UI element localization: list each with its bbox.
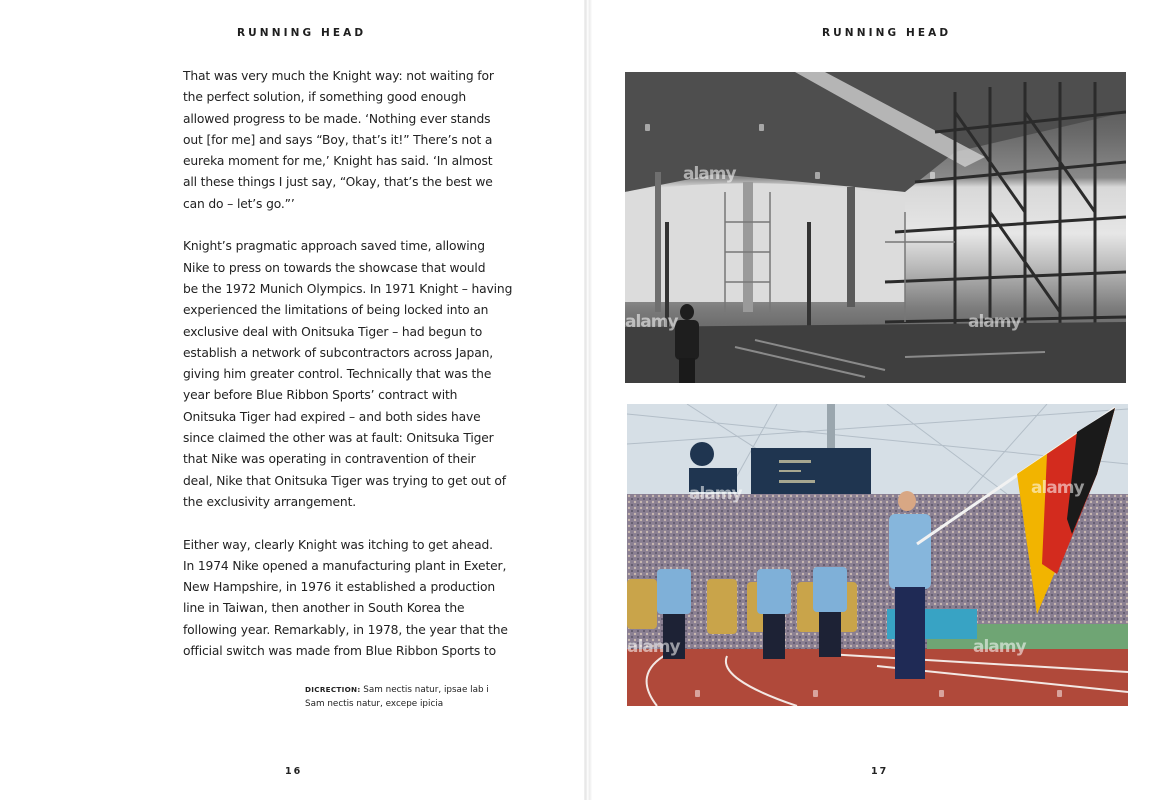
text-line: eureka moment for me,’ Knight has said. ‘In almost — [183, 154, 493, 169]
text-line: giving him greater control. Technically that was the — [183, 367, 492, 382]
watermark-mark — [930, 172, 935, 179]
construction-illustration — [625, 72, 1126, 383]
text-line: since claimed the other was at fault: Onitsuka Tiger — [183, 431, 494, 446]
running-head-right: RUNNING HEAD — [822, 27, 952, 39]
body-text — [183, 66, 513, 684]
text-line: official switch was made from Blue Ribbon Sports to — [183, 644, 496, 659]
pole — [807, 222, 811, 342]
text-line: following year. Remarkably, in 1978, the year that the — [183, 622, 508, 637]
caption-line-1 — [305, 683, 515, 697]
text-line: the exclusivity arrangement. — [183, 494, 356, 509]
text-line: all these things I just say, “Okay, that’s the best we — [183, 175, 493, 190]
text-line: year before Blue Ribbon Sports’ contract with — [183, 388, 458, 403]
photo-stadium-construction — [625, 72, 1126, 383]
text-line: out [for me] and says “Boy, that’s it!” There’s not a — [183, 132, 493, 147]
text-line: Onitsuka Tiger had expired – and both sides have — [183, 409, 481, 424]
text-line: exclusive deal with Onitsuka Tiger – had begun to — [183, 324, 483, 339]
watermark-alamy: alamy — [1031, 478, 1084, 498]
text-line: establish a network of subcontractors across Japan, — [183, 345, 493, 360]
image-caption — [305, 683, 515, 711]
page-right — [590, 0, 1170, 800]
text-line: be the 1972 Munich Olympics. In 1971 Knight – having — [183, 281, 513, 296]
watermark-mark — [1057, 690, 1062, 697]
running-head-left: RUNNING HEAD — [237, 27, 367, 39]
watermark-alamy: alamy — [683, 164, 736, 184]
watermark-mark — [759, 124, 764, 131]
watermark-mark — [645, 124, 650, 131]
text-line: allowed progress to be made. ‘Nothing ever stands — [183, 111, 491, 126]
watermark-alamy: alamy — [689, 484, 742, 504]
text-line: that Nike was operating in contravention of their — [183, 452, 476, 467]
watermark-mark — [939, 690, 944, 697]
text-line: Nike to press on towards the showcase that would — [183, 260, 486, 275]
watermark-mark — [815, 172, 820, 179]
book-spine-gutter — [584, 0, 592, 800]
caption-label: DICRECTION: — [305, 685, 361, 694]
text-line: experienced the limitations of being locked into an — [183, 303, 489, 318]
page-number-right: 17 — [871, 766, 889, 777]
caption-text-1: Sam nectis natur, ipsae lab i — [360, 685, 489, 695]
caption-text-2: Sam nectis natur, excepe ipicia — [305, 699, 444, 709]
watermark-alamy: alamy — [968, 312, 1021, 332]
column — [847, 187, 855, 307]
paragraph-2 — [183, 236, 513, 513]
text-line: line in Taiwan, then another in South Korea the — [183, 601, 465, 616]
watermark-alamy: alamy — [625, 312, 678, 332]
worker-legs — [679, 358, 695, 383]
watermark-alamy: alamy — [973, 637, 1026, 657]
text-line: That was very much the Knight way: not waiting for — [183, 69, 494, 83]
watermark-mark — [695, 690, 700, 697]
text-line: In 1974 Nike opened a manufacturing plant in Exeter, — [183, 558, 507, 573]
text-line: Either way, clearly Knight was itching to get ahead. — [183, 537, 493, 552]
text-line: can do – let’s go.”’ — [183, 196, 295, 211]
text-line: deal, Nike that Onitsuka Tiger was trying to get out of — [183, 473, 506, 488]
stadium-clock — [690, 442, 714, 466]
text-line: the perfect solution, if something good enough — [183, 90, 467, 105]
ceremony-illustration — [627, 404, 1128, 706]
paragraph-3 — [183, 535, 513, 663]
photo-opening-ceremony — [627, 404, 1128, 706]
column — [743, 182, 753, 312]
watermark-mark — [813, 690, 818, 697]
watermark-alamy: alamy — [627, 637, 680, 657]
paragraph-1 — [183, 66, 513, 215]
worker-body — [675, 320, 699, 360]
text-line: New Hampshire, in 1976 it established a production — [183, 580, 495, 595]
flag-bearer — [889, 491, 931, 679]
page-number-left: 16 — [285, 766, 303, 777]
worker-head — [680, 304, 694, 320]
ground — [625, 322, 1126, 383]
text-line: Knight’s pragmatic approach saved time, allowing — [183, 239, 485, 254]
column — [655, 172, 661, 312]
